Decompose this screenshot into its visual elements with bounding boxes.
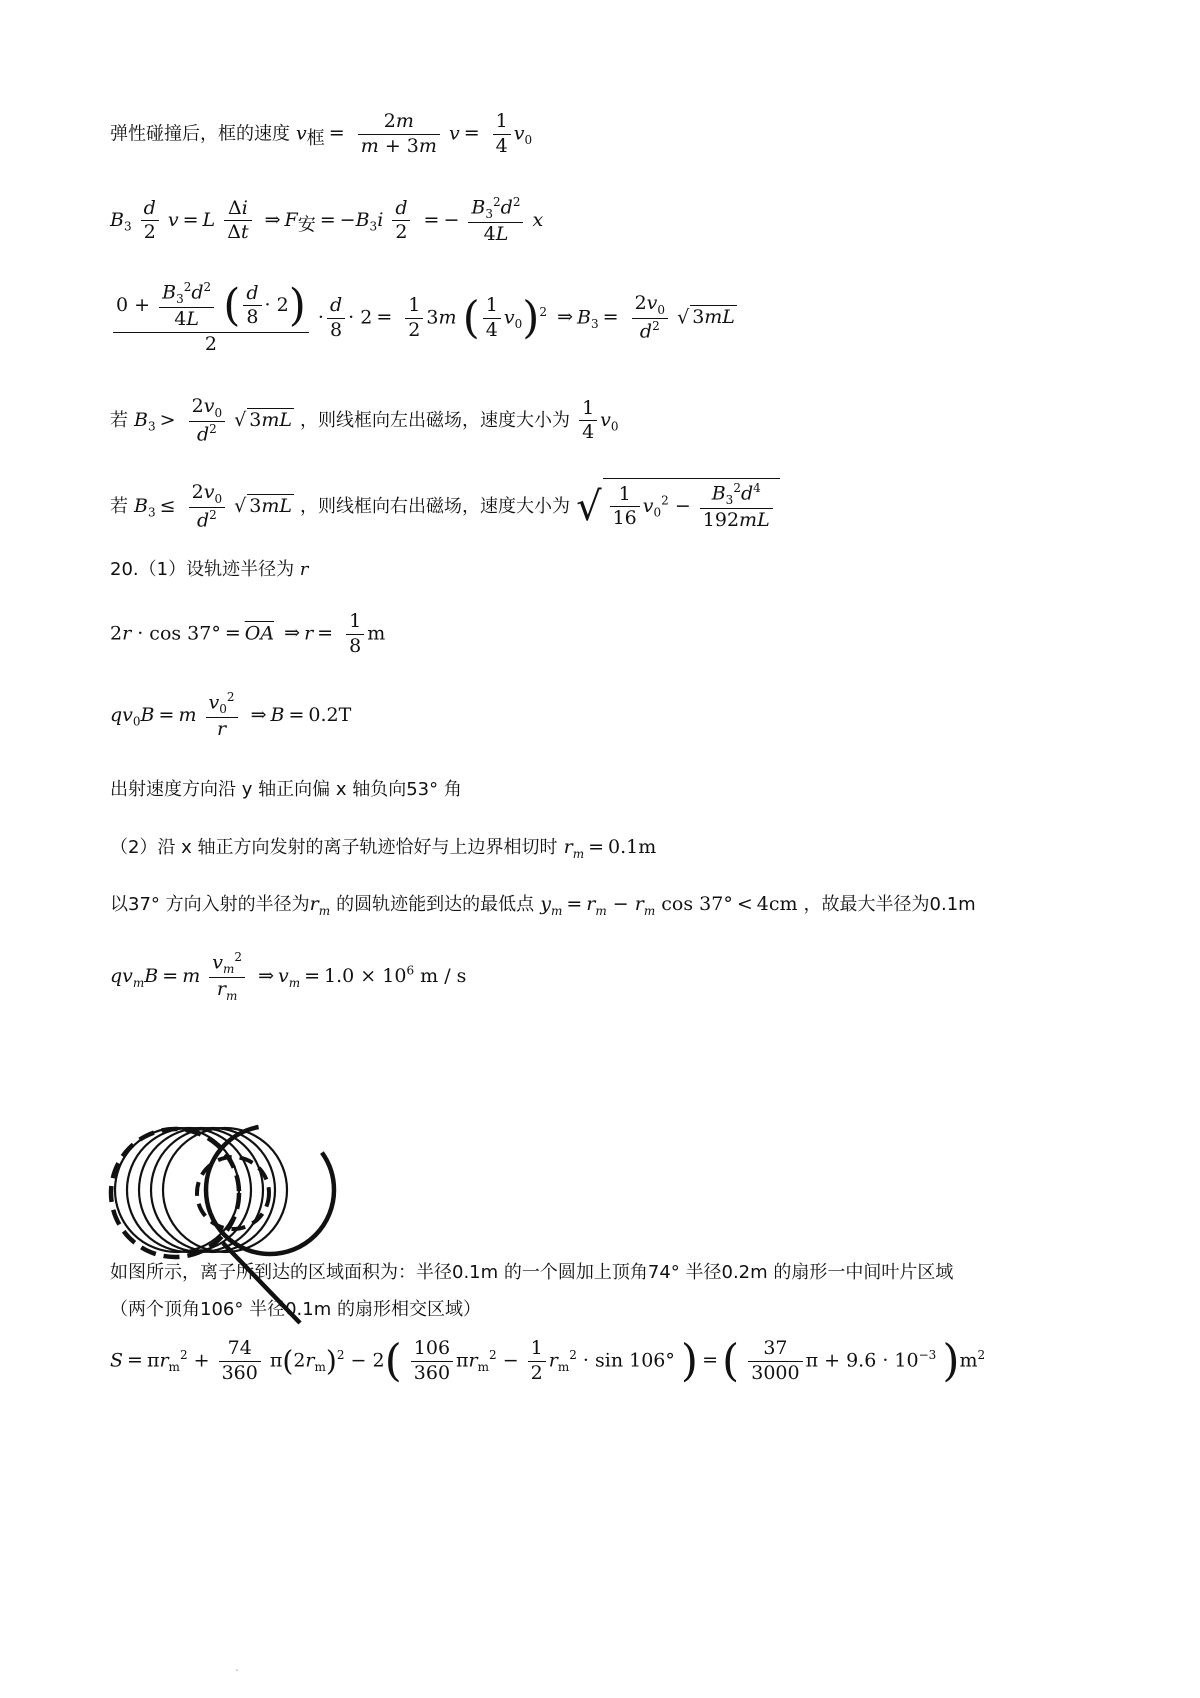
trajectory-circle-2 [127,1128,251,1252]
text-exit-right: ，则线框向右出磁场，速度大小为 [300,495,571,517]
trajectory-circle-3 [139,1128,263,1252]
text-exit-left: ，则线框向左出磁场，速度大小为 [300,409,571,431]
text-if-2: 若 [110,495,128,517]
equation-energy-balance: 0 + $\frac{B_3^2d^2}{4L}$ ( $\frac{d}{8}$ · 2) 2 · $\frac{d}{8}$ · 2 = $\frac{1}{2}$ 3m ( $\frac{1}{4}$ $v_0)^2$ ⇒ $B_3$ = $\frac{2v_0}{d^2}$ √ 3mL [110,280,737,357]
text-p3-c: ，故最大半径为0.1m [803,894,976,915]
lowest-point-line: 以37° 方向入射的半径为$r_m$ 的圆轨迹能到达的最低点 $y_m = r_m - r_m$ cos 37° < 4cm ，故最大半径为0.1m [110,893,976,918]
condition-exit-left: 若 $B_3$ > $\frac{2v_0}{d^2}$ √ 3mL ，则线框向左出磁场，速度大小为 $\frac{1}{4}$ $v_0$ [110,395,619,446]
exit-direction-text: 出射速度方向沿 y 轴正向偏 x 轴负向53° 角 [110,779,462,800]
trajectory-circles-figure-icon [105,1125,345,1250]
equation-max-speed: $qv_mB = m$ $\frac{v_m^2}{r_m}$ ⇒ $v_m = 1.0 \times 10^6$ m / s [110,950,467,1003]
part2-text: （2）沿 x 轴正方向发射的离子轨迹恰好与上边界相切时 [110,837,558,858]
equation-radius: $2r \cdot \cos 37^\circ = \overline{OA}$ ⇒ r = $\frac{1}{8}$ m [110,610,386,657]
equation-frame-velocity: 弹性碰撞后，框的速度 $v_框$ = $\frac{2m}{m + 3m}$ v = $\frac{1}{4}$ $v_0$ [110,110,533,157]
equation-field-strength: $qv_0B = m$ $\frac{v_0^2}{r}$ ⇒ B = 0.2T [110,690,352,741]
equation-ampere-force: $B_3$ $\frac{d}{2}$ v = L $\frac{\Delta i}{\Delta t}$ ⇒ $F_安 = -B_3i$ $\frac{d}{2}$ = − $\frac{B_3^2d^2}{4L}$ x [110,195,544,246]
text-if-1: 若 [110,409,128,431]
q20-heading: 20.（1）设轨迹半径为 r [110,559,309,580]
equation-area: $S = \pi r_m^2$ + $\frac{74}{360}$ $\pi(2r_m)^2 - 2$( $\frac{106}{360}$ $\pi r_m^2$ − $\frac{1}{2}$ $r_m^2 \cdot \sin 106^\circ$ ) =( $\frac{37}{3000}$ $\pi + 9.6 \cdot 10^{-3}$ )$m^2$ [110,1335,986,1387]
condition-exit-right: 若 $B_3$ ≤ $\frac{2v_0}{d^2}$ √ 3mL ，则线框向右出磁场，速度大小为 √ $\frac{1}{16}$ $v_0^2$ − $\frac{B_3^2d^4}{192mL}$ [110,478,780,535]
part2-tangent: （2）沿 x 轴正方向发射的离子轨迹恰好与上边界相切时 $r_m = 0.1m$ [110,836,657,861]
area-description-2: （两个顶角106° 半径0.1m 的扇形相交区域） [110,1299,481,1320]
text-p3-b: 的圆轨迹能到达的最低点 [336,894,535,915]
trajectory-circle-4 [151,1128,275,1252]
q20-heading-text: 20.（1）设轨迹半径为 [110,559,295,580]
area-description-1: 如图所示，离子所到达的区域面积为：半径0.1m 的一个圆加上顶角74° 半径0.2m 的扇形一中间叶片区域 [110,1262,954,1283]
text-elastic-collision: 弹性碰撞后，框的速度 [110,123,290,145]
page-mark: . [235,1660,239,1674]
circles-svg [105,1125,345,1245]
text-p3-a: 以37° 方向入射的半径为 [110,894,310,915]
